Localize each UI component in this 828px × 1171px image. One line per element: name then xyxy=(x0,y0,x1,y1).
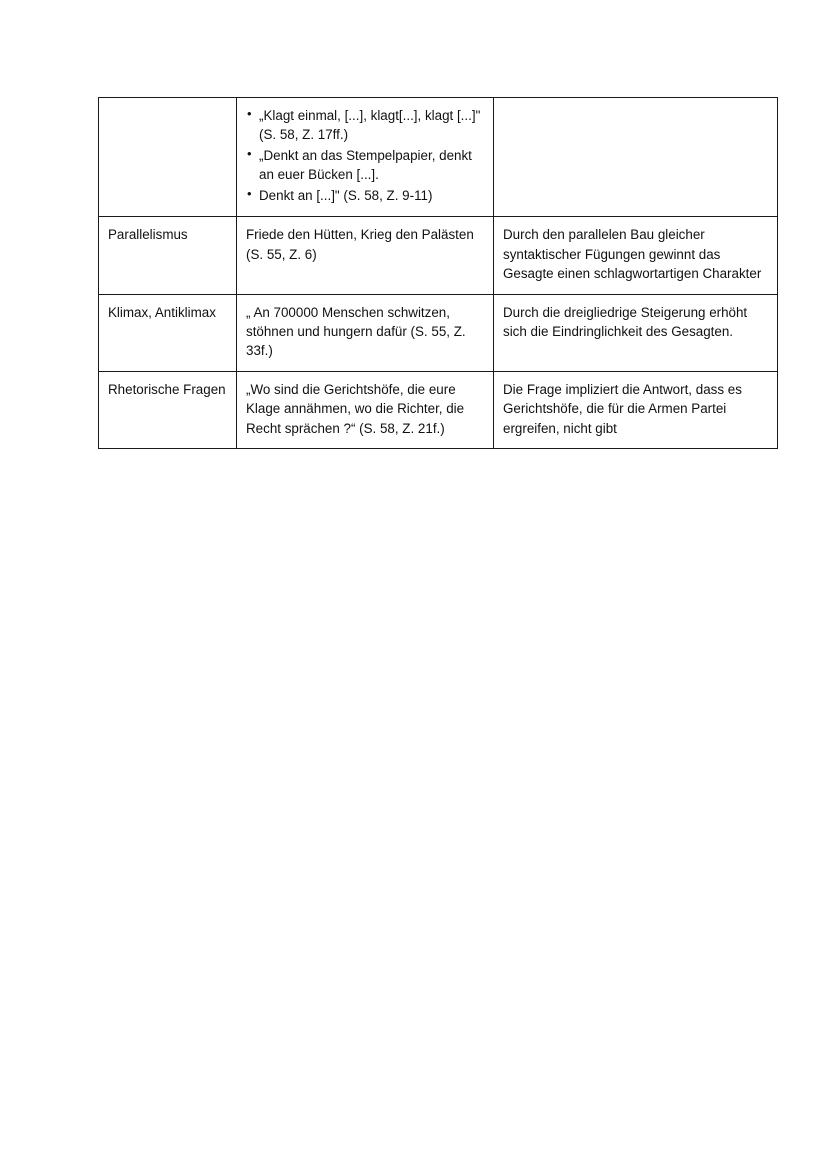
table-row xyxy=(99,217,778,294)
table-cell-example xyxy=(237,371,494,448)
list-item: • „Klagt einmal, [...], klagt[...], klagt [...]" (S. 58, Z. 17ff.) xyxy=(246,106,484,145)
example-bullet-list xyxy=(246,106,484,205)
term-text: Klimax, Antiklimax xyxy=(108,304,216,320)
term-text: Parallelismus xyxy=(108,227,188,243)
effect-text: Die Frage impliziert die Antwort, dass es Gerichtshöfe, die für die Armen Partei ergreifen, nicht gibt xyxy=(503,381,746,436)
table-cell-example xyxy=(237,98,494,217)
example-text: Friede den Hütten, Krieg den Palästen (S. 55, Z. 6) xyxy=(246,227,478,262)
effect-text: Durch den parallelen Bau gleicher syntaktischer Fügungen gewinnt das Gesagte einen schlagwortartigen Charakter xyxy=(503,227,762,282)
table-cell-effect xyxy=(494,371,778,448)
list-item: • „Denkt an das Stempelpapier, denkt an euer Bücken [...]. xyxy=(246,146,484,185)
term-text: Rhetorische Fragen xyxy=(108,381,226,397)
stylistic-devices-table xyxy=(98,97,778,449)
table-cell-example xyxy=(237,294,494,371)
effect-text: Durch die dreigliedrige Steigerung erhöht sich die Eindringlichkeit des Gesagten. xyxy=(503,304,751,339)
table-row xyxy=(99,98,778,217)
example-text: „ An 700000 Menschen schwitzen, stöhnen und hungern dafür (S. 55, Z. 33f.) xyxy=(246,304,470,359)
table-cell-effect xyxy=(494,98,778,217)
list-item: • Denkt an [...]" (S. 58, Z. 9-11) xyxy=(246,186,484,205)
table-cell-effect xyxy=(494,294,778,371)
table-cell-effect xyxy=(494,217,778,294)
table-cell-term xyxy=(99,217,237,294)
example-text: „Wo sind die Gerichtshöfe, die eure Klage annähmen, wo die Richter, die Recht sprächen ?“ (S. 58, Z. 21f.) xyxy=(246,381,468,436)
table-row xyxy=(99,371,778,448)
table-row xyxy=(99,294,778,371)
table-cell-example xyxy=(237,217,494,294)
table-body xyxy=(99,98,778,449)
table-cell-term xyxy=(99,98,237,217)
table-cell-term xyxy=(99,294,237,371)
table-cell-term xyxy=(99,371,237,448)
